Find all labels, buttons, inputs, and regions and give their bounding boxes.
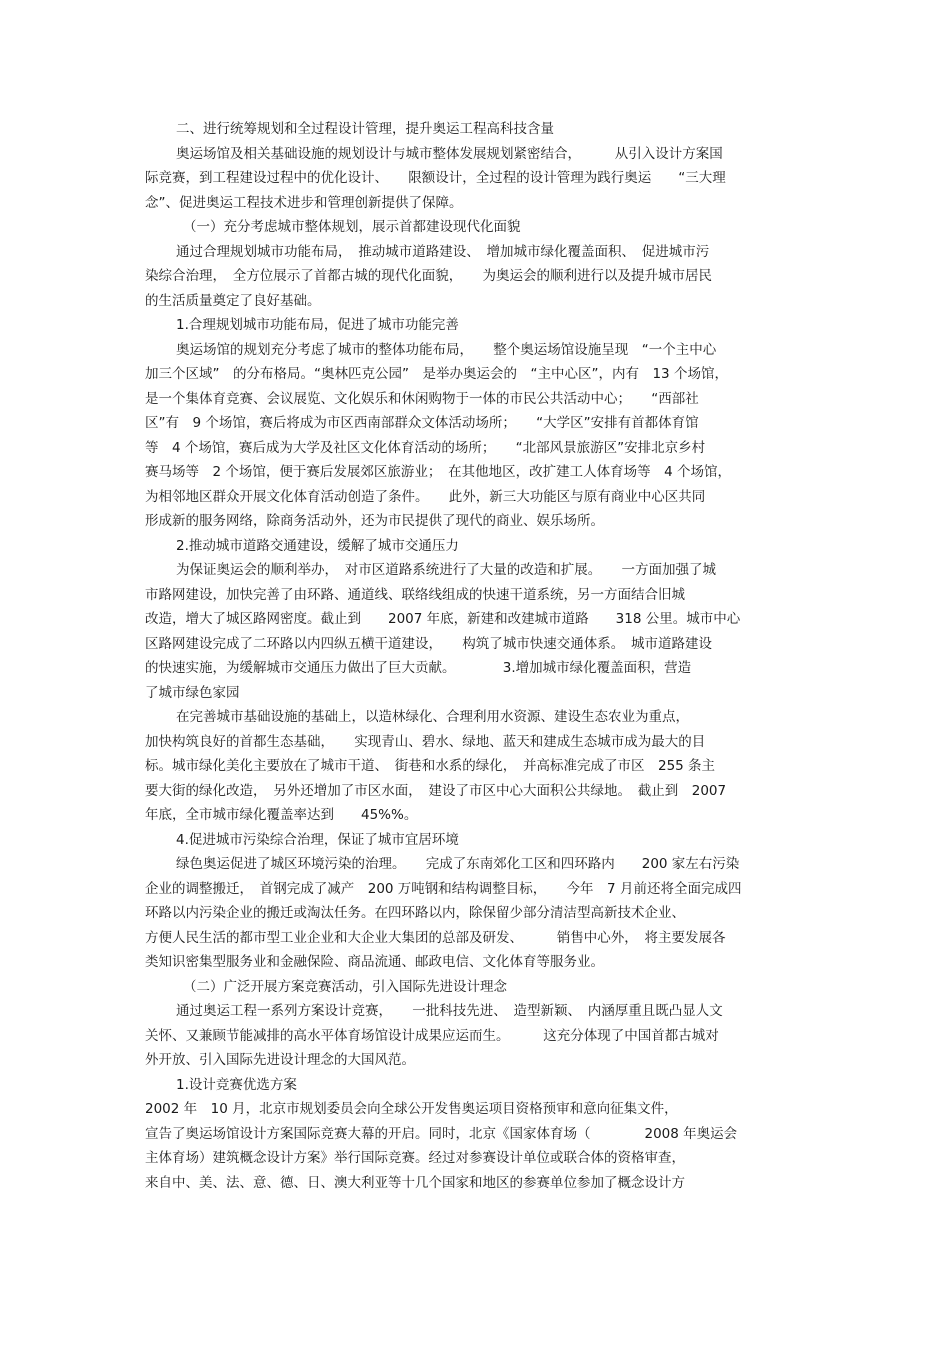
text-line: 区”有 9 个场馆，赛后将成为市区西南部群众文体活动场所； “大学区”安排有首都体育馆 <box>145 415 699 431</box>
text-line: 2002 年 10 月，北京市规划委员会向全球公开发售奥运项目资格预审和意向征集文件， <box>145 1101 678 1117</box>
text-line: 赛马场等 2 个场馆，便于赛后发展郊区旅游业； 在其他地区，改扩建工人体育场等 4 个场馆， <box>145 464 732 480</box>
text-line: 奥运场馆的规划充分考虑了城市的整体功能布局， 整个奥运场馆设施呈现 “一个主中心 <box>176 341 717 358</box>
text-line: 年底，全市城市绿化覆盖率达到 45%%。 <box>145 807 418 823</box>
text-line: 了城市绿色家园 <box>145 684 240 701</box>
text-line: （一）充分考虑城市整体规划，展示首都建设现代化面貌 <box>183 219 521 235</box>
text-line: 的快速实施，为缓解城市交通压力做出了巨大贡献。 3.增加城市绿化覆盖面积，营造 <box>145 660 692 676</box>
text-line: （二）广泛开展方案竞赛活动，引入国际先进设计理念 <box>183 978 507 995</box>
text-line: 市路网建设，加快完善了由环路、通道线、联络线组成的快速干道系统，另一方面结合旧城 <box>145 586 685 603</box>
text-line: 绿色奥运促进了城区环境污染的治理。 完成了东南郊化工区和四环路内 200 家左右污染 <box>176 856 740 872</box>
text-line: 奥运场馆及相关基础设施的规划设计与城市整体发展规划紧密结合， 从引入设计方案国 <box>176 145 723 162</box>
text-line: 际竞赛，到工程建设过程中的优化设计、 限额设计，全过程的设计管理为践行奥运 “三大理 <box>145 170 726 186</box>
text-line: 要大街的绿化改造， 另外还增加了市区水面， 建设了市区中心大面积公共绿地。 截止到 2007 <box>145 782 727 799</box>
text-line: 二、进行统筹规划和全过程设计管理，提升奥运工程高科技含量 <box>176 121 554 137</box>
text-line: 企业的调整搬迁， 首钢完成了减产 200 万吨钢和结构调整目标， 今年 7 月前还将全面完成四 <box>145 880 742 897</box>
text-line: 外开放、引入国际先进设计理念的大国风范。 <box>145 1052 415 1068</box>
text-line: 4.促进城市污染综合治理，保证了城市宜居环境 <box>176 831 459 848</box>
text-line: 念”、促进奥运工程技术进步和管理创新提供了保障。 <box>145 194 463 211</box>
text-line: 的生活质量奠定了良好基础。 <box>145 292 321 309</box>
text-line: 环路以内污染企业的搬迁或淘汰任务。在四环路以内，除保留少部分清洁型高新技术企业、 <box>145 905 685 921</box>
text-line: 是一个集体育竞赛、会议展览、文化娱乐和休闲购物于一体的市民公共活动中心； “西部社 <box>145 390 699 407</box>
text-line: 1.设计竞赛优选方案 <box>176 1076 297 1093</box>
text-line: 宣告了奥运场馆设计方案国际竞赛大幕的开启。同时，北京《国家体育场（ 2008 年奥运会 <box>145 1125 738 1142</box>
text-line: 在完善城市基础设施的基础上，以造林绿化、合理利用水资源、建设生态农业为重点， <box>176 709 689 725</box>
text-line: 区路网建设完成了二环路以内四纵五横干道建设， 构筑了城市快速交通体系。 城市道路建设 <box>145 635 712 652</box>
text-line: 等 4 个场馆，赛后成为大学及社区文化体育活动的场所； “北部风景旅游区”安排北京乡村 <box>145 439 706 456</box>
text-line: 来自中、美、法、意、德、日、澳大利亚等十几个国家和地区的参赛单位参加了概念设计方 <box>145 1174 685 1191</box>
text-line: 标。城市绿化美化主要放在了城市干道、 街巷和水系的绿化， 并高标准完成了市区 255 条主 <box>145 758 716 774</box>
text-line: 方便人民生活的都市型工业企业和大企业大集团的总部及研发、 销售中心外， 将主要发展各 <box>145 929 726 946</box>
text-line: 2.推动城市道路交通建设，缓解了城市交通压力 <box>176 537 459 554</box>
text-line: 加快构筑良好的首都生态基础， 实现青山、碧水、绿地、蓝天和建成生态城市成为最大的目 <box>145 733 706 750</box>
text-line: 关怀、又兼顾节能减排的高水平体育场馆设计成果应运而生。 这充分体现了中国首都古城对 <box>145 1027 719 1044</box>
text-line: 类知识密集型服务业和金融保险、商品流通、邮政电信、文化体育等服务业。 <box>145 954 604 970</box>
text-line: 1.合理规划城市功能布局，促进了城市功能完善 <box>176 317 459 333</box>
text-line: 染综合治理， 全方位展示了首都古城的现代化面貌， 为奥运会的顺利进行以及提升城市居民 <box>145 268 712 284</box>
document-body <box>145 117 810 1195</box>
text-line: 通过合理规划城市功能布局， 推动城市道路建设、 增加城市绿化覆盖面积、 促进城市污 <box>176 243 710 260</box>
text-line: 主体育场）建筑概念设计方案》举行国际竞赛。经过对参赛设计单位或联合体的资格审查， <box>145 1150 685 1166</box>
text-line: 为相邻地区群众开展文化体育活动创造了条件。 此外，新三大功能区与原有商业中心区共同 <box>145 488 706 505</box>
text-line: 通过奥运工程一系列方案设计竞赛， 一批科技先进、 造型新颖、 内涵厚重且既凸显人文 <box>176 1003 723 1019</box>
text-line: 为保证奥运会的顺利举办， 对市区道路系统进行了大量的改造和扩展。 一方面加强了城 <box>176 562 716 578</box>
text-line: 加三个区域” 的分布格局。“奥林匹克公园” 是举办奥运会的 “主中心区”，内有 13 个场馆， <box>145 366 728 382</box>
text-line: 改造，增大了城区路网密度。截止到 2007 年底，新建和改建城市道路 318 公里。城市中心 <box>145 611 741 627</box>
text-line: 形成新的服务网络，除商务活动外，还为市民提供了现代的商业、娱乐场所。 <box>145 513 604 529</box>
